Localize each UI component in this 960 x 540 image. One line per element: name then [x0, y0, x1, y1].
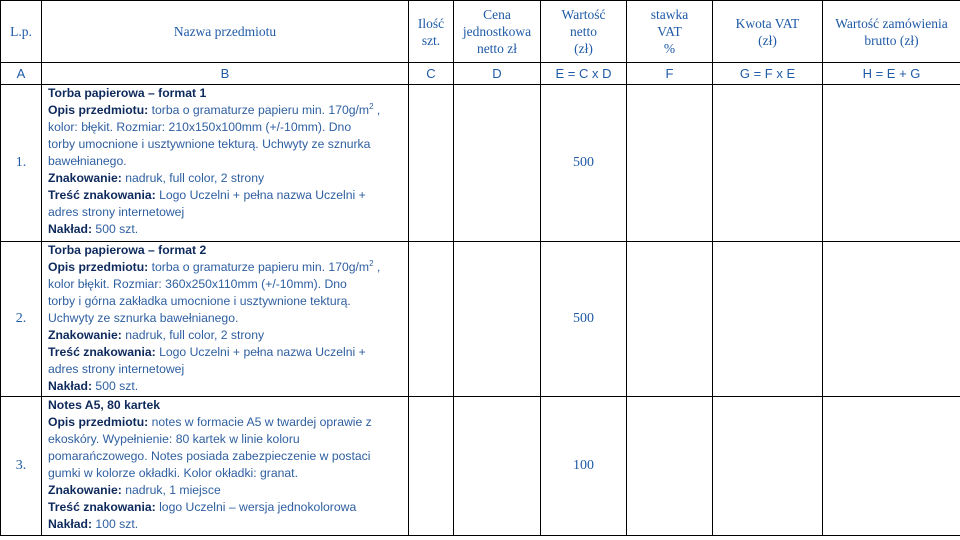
header-net-value — [541, 1, 627, 63]
quantity-cell: 500 — [541, 85, 627, 242]
header-net-line3: (zł) — [574, 41, 593, 56]
desc-value: , — [373, 103, 381, 117]
row-number: 3. — [1, 397, 42, 536]
column-letter: D — [454, 63, 541, 85]
row-number: 2. — [1, 242, 42, 397]
table-row — [1, 85, 960, 242]
desc-value: notes w formacie A5 w twardej oprawie z — [148, 415, 372, 429]
column-letter: A — [1, 63, 42, 85]
empty-cell — [823, 85, 960, 242]
desc-line: adres strony internetowej — [48, 362, 185, 376]
header-qty-line1: Ilość — [417, 15, 445, 31]
desc-line — [48, 414, 404, 431]
empty-cell — [823, 242, 960, 397]
item-title: Notes A5, 80 kartek — [48, 398, 161, 412]
header-name: Nazwa przedmiotu — [42, 1, 409, 63]
column-letter: H = E + G — [823, 63, 960, 85]
desc-key: Treść znakowania: — [48, 188, 156, 202]
header-vatamt-line2: (zł) — [758, 32, 777, 48]
desc-value: torba o gramaturze papieru min. 170g/m — [148, 260, 370, 274]
desc-value: nadruk, full color, 2 strony — [121, 328, 265, 342]
desc-key: Treść znakowania: — [48, 345, 156, 359]
header-unit-price — [454, 1, 541, 63]
header-vat-rate — [627, 1, 713, 63]
desc-line — [48, 102, 404, 119]
column-letter: B — [42, 63, 409, 85]
empty-cell — [713, 85, 823, 242]
header-lp: L.p. — [1, 1, 42, 63]
table-row — [1, 397, 960, 536]
header-vat-line1: stawka — [650, 7, 689, 22]
header-price-line3: netto zł — [476, 41, 518, 56]
header-net-line1: Wartość — [561, 7, 606, 22]
desc-line: pomarańczowego. Notes posiada zabezpieczenie w postaci — [48, 449, 371, 463]
desc-value: , — [373, 260, 381, 274]
empty-cell — [627, 242, 713, 397]
column-letter: E = C x D — [541, 63, 627, 85]
desc-line — [48, 170, 404, 187]
header-vat-line3: % — [663, 41, 676, 56]
desc-value: Logo Uczelni + pełna nazwa Uczelni + — [155, 188, 366, 202]
header-gross-line1: Wartość zamówienia — [835, 15, 948, 31]
desc-line: torby umocnione i usztywnione tekturą. Uchwyty ze sznurka — [48, 137, 371, 151]
empty-cell — [454, 242, 541, 397]
item-description — [42, 85, 409, 242]
desc-value: 500 szt. — [92, 379, 139, 393]
column-letters-row — [1, 63, 960, 85]
desc-value: 100 szt. — [92, 517, 139, 531]
desc-line — [48, 221, 404, 238]
desc-sup: 2 — [369, 101, 374, 111]
desc-key: Znakowanie: — [48, 328, 122, 342]
desc-line: Uchwyty ze sznurka bawełnianego. — [48, 311, 239, 325]
header-vat-amount — [713, 1, 823, 63]
header-price-line2: jednostkowa — [462, 24, 532, 39]
desc-line: ekoskóry. Wypełnienie: 80 kartek w linie koloru — [48, 432, 300, 446]
desc-line — [48, 516, 404, 533]
empty-cell — [454, 85, 541, 242]
empty-cell — [409, 397, 454, 536]
desc-line — [48, 499, 404, 516]
desc-key: Znakowanie: — [48, 171, 122, 185]
item-description — [42, 397, 409, 536]
desc-key: Opis przedmiotu: — [48, 103, 149, 117]
quantity-cell: 100 — [541, 397, 627, 536]
header-net-line2: netto — [570, 24, 597, 39]
desc-line — [48, 344, 404, 361]
item-title: Torba papierowa – format 1 — [48, 86, 207, 100]
empty-cell — [409, 242, 454, 397]
desc-line: adres strony internetowej — [48, 205, 185, 219]
desc-line: torby i górna zakładka umocnione i usztywnione tekturą. — [48, 294, 351, 308]
desc-key: Znakowanie: — [48, 483, 122, 497]
desc-key: Nakład: — [48, 517, 93, 531]
header-qty — [409, 1, 454, 63]
desc-key: Opis przedmiotu: — [48, 415, 149, 429]
desc-line: kolor: błękit. Rozmiar: 210x150x100mm (+/-10mm). Dno — [48, 120, 352, 134]
desc-line — [48, 187, 404, 204]
desc-line: bawełnianego. — [48, 154, 127, 168]
desc-value: Logo Uczelni + pełna nazwa Uczelni + — [155, 345, 366, 359]
column-letter: F — [627, 63, 713, 85]
desc-line: gumki w kolorze okładki. Kolor okładki: granat. — [48, 466, 298, 480]
quantity-cell: 500 — [541, 242, 627, 397]
desc-key: Opis przedmiotu: — [48, 260, 149, 274]
desc-line: kolor błękit. Rozmiar: 360x250x110mm (+/-10mm). Dno — [48, 277, 347, 291]
table-row — [1, 242, 960, 397]
empty-cell — [454, 397, 541, 536]
desc-line — [48, 378, 404, 395]
row-number: 1. — [1, 85, 42, 242]
desc-value: torba o gramaturze papieru min. 170g/m — [148, 103, 370, 117]
desc-key: Treść znakowania: — [48, 500, 156, 514]
header-row — [1, 1, 960, 63]
desc-value: nadruk, full color, 2 strony — [121, 171, 265, 185]
desc-line — [48, 327, 404, 344]
column-letter: C — [409, 63, 454, 85]
empty-cell — [409, 85, 454, 242]
header-gross-value — [823, 1, 960, 63]
desc-key: Nakład: — [48, 379, 93, 393]
empty-cell — [627, 397, 713, 536]
empty-cell — [713, 242, 823, 397]
header-price-line1: Cena — [483, 7, 511, 22]
desc-sup: 2 — [369, 258, 374, 268]
desc-line — [48, 259, 404, 276]
desc-value: 500 szt. — [92, 222, 139, 236]
item-title: Torba papierowa – format 2 — [48, 243, 207, 257]
header-vatamt-line1: Kwota VAT — [735, 15, 800, 31]
header-vat-line2: VAT — [657, 24, 682, 39]
empty-cell — [627, 85, 713, 242]
empty-cell — [713, 397, 823, 536]
header-qty-line2: szt. — [421, 32, 441, 48]
desc-value: logo Uczelni – wersja jednokolorowa — [155, 500, 357, 514]
column-letter: G = F x E — [713, 63, 823, 85]
desc-key: Nakład: — [48, 222, 93, 236]
header-gross-line2: brutto (zł) — [864, 32, 919, 48]
item-description — [42, 242, 409, 397]
desc-value: nadruk, 1 miejsce — [121, 483, 221, 497]
empty-cell — [823, 397, 960, 536]
desc-line — [48, 482, 404, 499]
